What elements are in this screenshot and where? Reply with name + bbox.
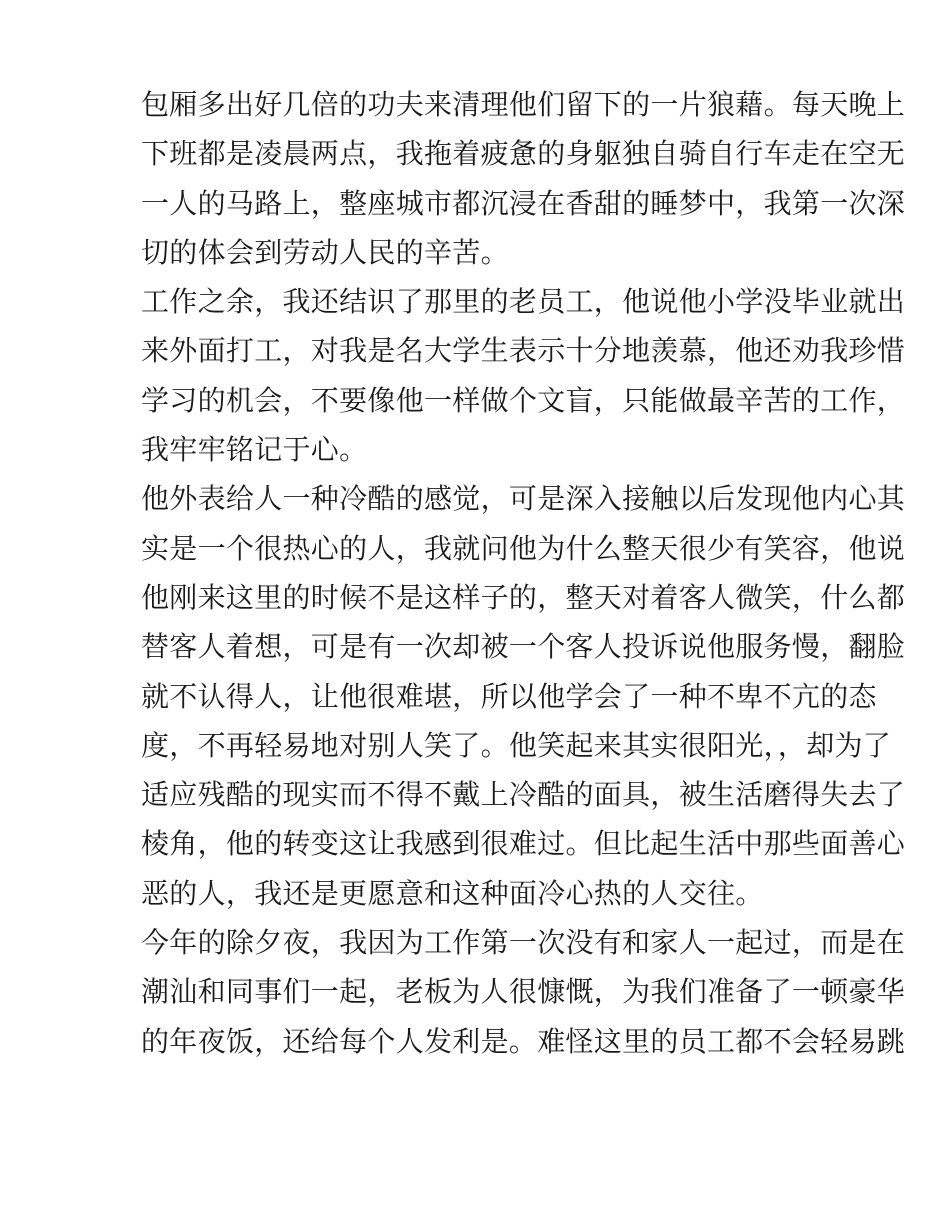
text-line: 潮汕和同事们一起，老板为人很慷慨，为我们准备了一顿豪华 [141,975,906,1009]
body-text [141,80,906,1066]
text-line: 恶的人，我还是更愿意和这种面冷心热的人交往。 [141,876,764,910]
text-line: 度，不再轻易地对别人笑了。他笑起来其实很阳光，，却为了 [141,728,892,762]
text-line: 的年夜饭，还给每个人发利是。难怪这里的员工都不会轻易跳 [141,1024,906,1058]
text-line: 适应残酷的现实而不得不戴上冷酷的面具，被生活磨得失去了 [141,778,906,812]
text-line: 下班都是凌晨两点，我拖着疲惫的身躯独自骑自行车走在空无 [141,137,906,171]
text-line: 工作之余，我还结识了那里的老员工，他说他小学没毕业就出 [141,285,906,319]
text-line: 切的体会到劳动人民的辛苦。 [141,235,509,269]
text-line: 他外表给人一种冷酷的感觉，可是深入接触以后发现他内心其 [141,482,906,516]
text-line: 包厢多出好几倍的功夫来清理他们留下的一片狼藉。每天晚上 [141,88,906,121]
text-line: 他刚来这里的时候不是这样子的，整天对着客人微笑，什么都 [141,580,906,614]
text-line: 今年的除夕夜，我因为工作第一次没有和家人一起过，而是在 [141,926,906,960]
text-line: 来外面打工，对我是名大学生表示十分地羡慕，他还劝我珍惜 [141,334,906,368]
text-line: 学习的机会，不要像他一样做个文盲，只能做最辛苦的工作， [141,383,906,417]
text-line: 我牢牢铭记于心。 [141,433,368,467]
text-line: 替客人着想，可是有一次却被一个客人投诉说他服务慢，翻脸 [141,630,906,664]
text-line: 就不认得人，让他很难堪，所以他学会了一种不卑不亢的态 [141,679,877,713]
text-line: 棱角，他的转变这让我感到很难过。但比起生活中那些面善心 [141,827,906,861]
text-line: 一人的马路上，整座城市都沉浸在香甜的睡梦中，我第一次深 [141,186,906,220]
text-line: 实是一个很热心的人，我就问他为什么整天很少有笑容，他说 [141,531,906,565]
